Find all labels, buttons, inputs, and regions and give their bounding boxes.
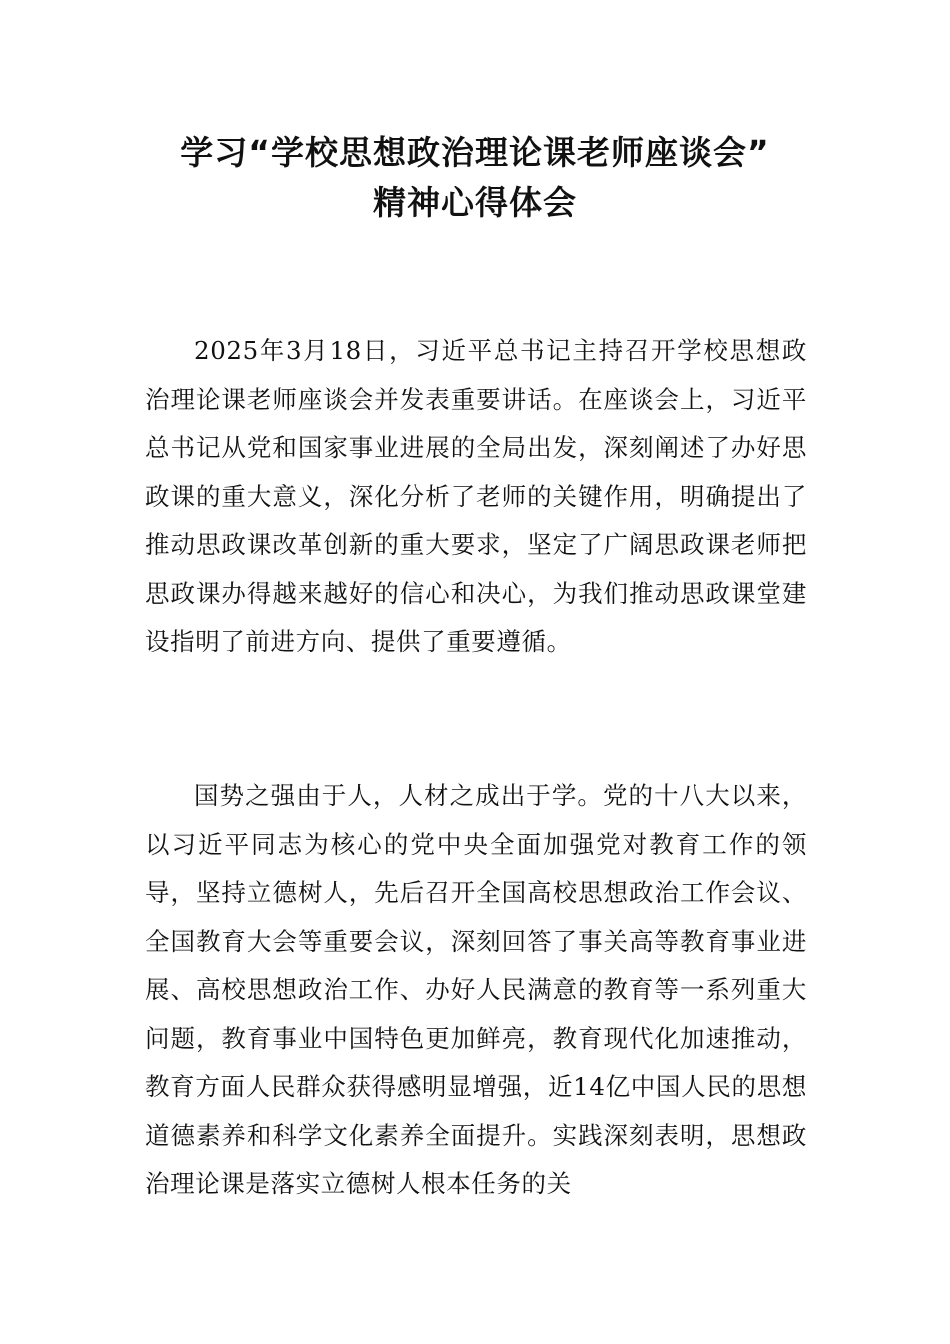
document-title-line-1: 学习“学校思想政治理论课老师座谈会” (180, 133, 770, 172)
body-paragraph-1: 2025年3月18日，习近平总书记主持召开学校思想政治理论课老师座谈会并发表重要讲话。在座谈会上，习近平总书记从党和国家事业进展的全局出发，深刻阐述了办好思政课的重大意义，深化分析了老师的关键作用，明确提出了推动思政课改革创新的重大要求，坚定了广阔思政课老师把思政课办得越来越好的信心和决心，为我们推动思政课堂建设指明了前进方向、提供了重要遵循。 (145, 336, 807, 656)
body-paragraph-2: 国势之强由于人，人材之成出于学。党的十八大以来，以习近平同志为核心的党中央全面加强党对教育工作的领导，坚持立德树人，先后召开全国高校思想政治工作会议、全国教育大会等重要会议，深刻回答了事关高等教育事业进展、高校思想政治工作、办好人民满意的教育等一系列重大问题，教育事业中国特色更加鲜亮，教育现代化加速推动，教育方面人民群众获得感明显增强，近14亿中国人民的思想道德素养和科学文化素养全面提升。实践深刻表明，思想政治理论课是落实立德树人根本任务的关 (145, 781, 807, 1198)
document-title-line-2: 精神心得体会 (373, 183, 577, 222)
